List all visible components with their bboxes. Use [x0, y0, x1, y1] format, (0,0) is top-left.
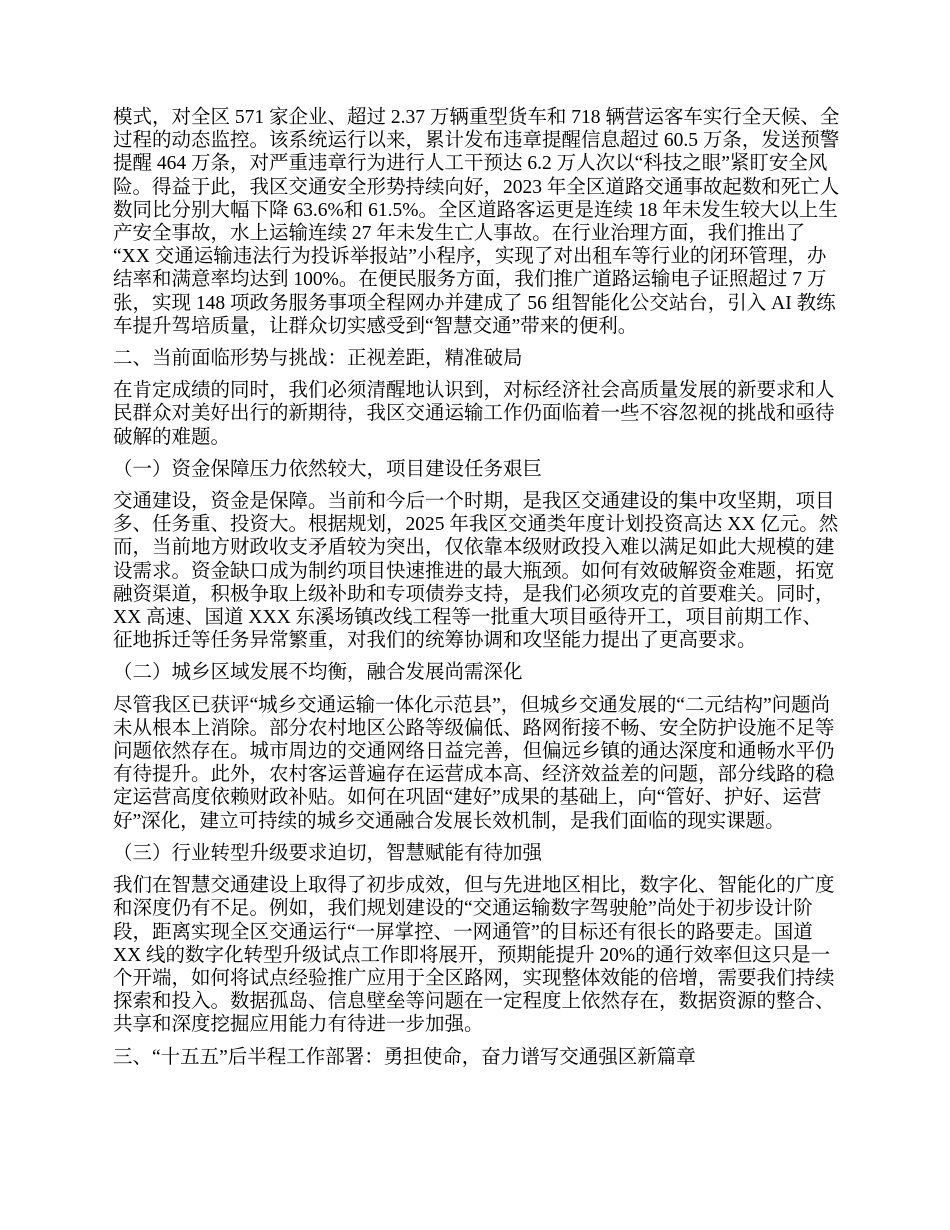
heading-sub-3-smart-transformation: （三）行业转型升级要求迫切，智慧赋能有待加强: [113, 842, 543, 864]
paragraph-challenges-intro: 在肯定成绩的同时，我们必须清醒地认识到，对标经济社会高质量发展的新要求和人民群众对美好出行的新期待，我区交通运输工作仍面临着一些不容忽视的挑战和亟待破解的难题。: [113, 380, 835, 448]
document-content: [113, 106, 840, 1078]
paragraph-smart-transformation: 我们在智慧交通建设上取得了初步成效，但与先进地区相比，数字化、智能化的广度和深度仍有不足。例如，我们规划建设的“交通运输数字驾驶舱”尚处于初步设计阶段，距离实现全区交通运行“一屏掌控、一网通管”的目标还有很长的路要走。国道 XX 线的数字化转型升级试点工作即将展开，预期能提升 20%的通行效率但这只是一个开端，如何将试点经验推广应用于全区路网，实现整体效能的倍增，需要我们持续探索和投入。数据孤岛、信息壁垒等问题在一定程度上依然存在，数据资源的整合、共享和深度挖掘应用能力有待进一步加强。: [113, 875, 835, 1036]
heading-section-3-work-plan: 三、“十五五”后半程工作部署：勇担使命，奋力谱写交通强区新篇章: [113, 1046, 696, 1068]
paragraph-funding-pressure: 交通建设，资金是保障。当前和今后一个时期，是我区交通建设的集中攻坚期，项目多、任务重、投资大。根据规划，2025 年我区交通类年度计划投资高达 XX 亿元。然而，当前地方财政收支矛盾较为突出，仅依靠本级财政投入难以满足如此大规模的建设需求。资金缺口成为制约项目快速推进的最大瓶颈。如何有效破解资金难题，拓宽融资渠道，积极争取上级补助和专项债券支持，是我们必须攻克的首要难关。同时，XX 高速、国道 XXX 东溪场镇改线工程等一批重大项目亟待开工，项目前期工作、征地拆迁等任务异常繁重，对我们的统筹协调和攻坚能力提出了更高要求。: [113, 491, 839, 652]
paragraph-safety-monitoring-results: 模式，对全区 571 家企业、超过 2.37 万辆重型货车和 718 辆营运客车实行全天候、全过程的动态监控。该系统运行以来，累计发布违章提醒信息超过 60.5 万条，发送预警提醒 464 万条，对严重违章行为进行人工干预达 6.2 万人次以“科技之眼”紧盯安全风险。得益于此，我区交通安全形势持续向好，2023 年全区道路交通事故起数和死亡人数同比分别大幅下降 63.6%和 61.5%。全区道路客运更是连续 18 年未发生较大以上生产安全事故，水上运输连续 27 年未发生亡人事故。在行业治理方面，我们推出了“XX 交通运输违法行为投诉举报站”小程序，实现了对出租车等行业的闭环管理，办结率和满意率均达到 100%。在便民服务方面，我们推广道路运输电子证照超过 7 万张，实现 148 项政务服务事项全程网办并建成了 56 组智能化公交站台，引入 AI 教练车提升驾培质量，让群众切实感受到“智慧交通”带来的便利。: [113, 107, 840, 337]
heading-section-2-challenges: 二、当前面临形势与挑战：正视差距，精准破局: [113, 348, 523, 370]
heading-sub-1-funding-pressure: （一）资金保障压力依然较大，项目建设任务艰巨: [113, 458, 543, 480]
paragraph-urban-rural-imbalance: 尽管我区已获评“城乡交通运输一体化示范县”，但城乡交通发展的“二元结构”问题尚未从根本上消除。部分农村地区公路等级偏低、路网衔接不畅、安全防护设施不足等问题依然存在。城市周边的交通网络日益完善，但偏远乡镇的通达深度和通畅水平仍有待提升。此外，农村客运普遍存在运营成本高、经济效益差的问题，部分线路的稳定运营高度依赖财政补贴。如何在巩固“建好”成果的基础上，向“管好、护好、运营好”深化，建立可持续的城乡交通融合发展长效机制，是我们面临的现实课题。: [113, 694, 835, 832]
heading-sub-2-urban-rural-imbalance: （二）城乡区域发展不均衡，融合发展尚需深化: [113, 662, 523, 684]
